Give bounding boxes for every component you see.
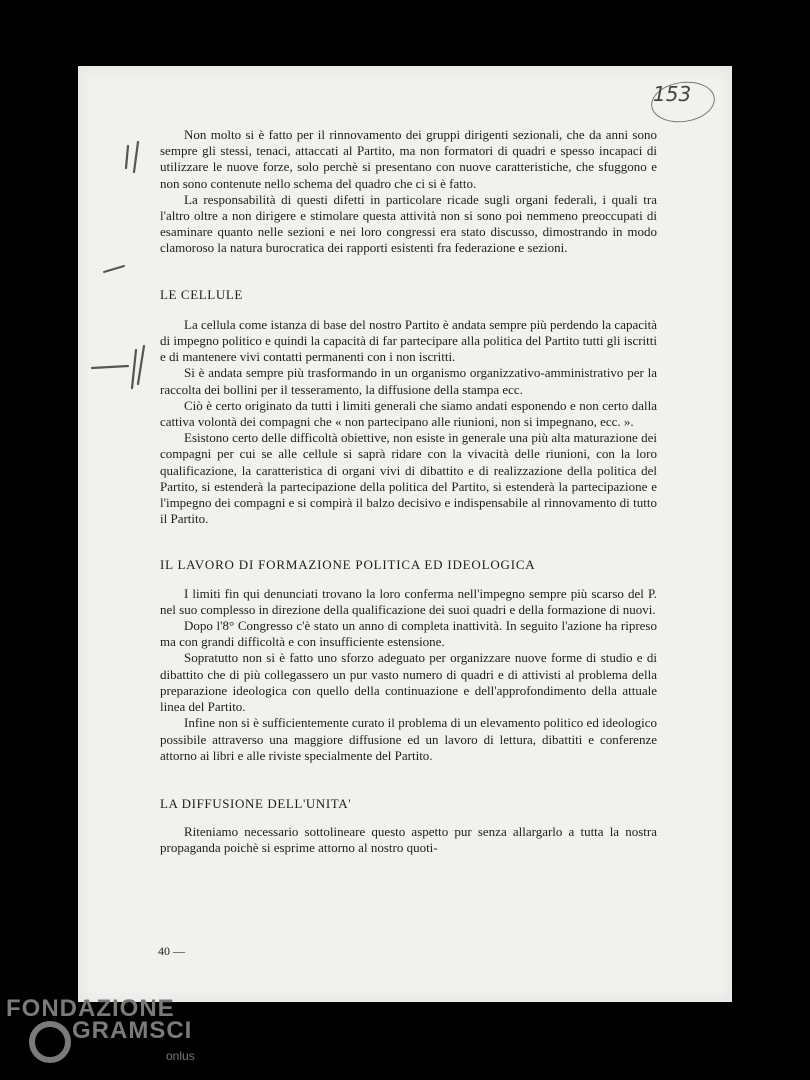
fondazione-gramsci-logo (6, 994, 206, 1074)
paragraph: Infine non si è sufficientemente curato il problema di un elevamento politico ed ideologico possibile attraverso una maggiore diffusione ed un lavoro di lettura, dibattiti e conferenze attorno ai libri e alle riviste specialmente del Partito. (160, 715, 657, 763)
logo-line1: FONDAZIONE (6, 995, 175, 1022)
paragraph: Ciò è certo originato da tutti i limiti generali che siamo andati esponendo e non certo dalla cattiva volontà dei compagni che « non partecipano alle riunioni, non si impegnano, ecc. ». (160, 397, 657, 430)
body-text (160, 127, 657, 857)
margin-mark-double-slash (120, 138, 150, 178)
paragraph: Non molto si è fatto per il rinnovamento dei gruppi dirigenti sezionali, che da anni sono sempre gli stessi, tenaci, attaccati al Partito, ma non formatori di quadri e spesso incapaci di utilizzare le nuove forze, solo perchè si presentano con nuove caratteristiche, che sfuggono e non sono contenute nello schema del quadro che ci si è fatto. (160, 127, 657, 191)
page-number: 40 — (158, 944, 185, 958)
logo-g-circle (32, 1024, 68, 1060)
folio-number: 153 (653, 82, 692, 106)
paragraph: La cellula come istanza di base del nostro Partito è andata sempre più perdendo la capacità di impegno politico e quindi la capacità di far partecipare alla politica del Partito tutti gli iscritti e di mantenere vivi contatti permanenti con i non iscritti. (160, 316, 657, 365)
logo-line3: onlus (166, 1049, 195, 1063)
paragraph: La responsabilità di questi difetti in particolare ricade sugli organi federali, i quali tra l'altro oltre a non dirigere e stimolare questa attività non si sono poi nemmeno preoccupati di esaminare quanto nelle sezioni e nei loro congressi era stato discusso, dimostrando in modo clamoroso la natura burocratica dei rapporti esistenti fra federazione e sezioni. (160, 191, 657, 256)
paragraph: Riteniamo necessario sottolineare questo aspetto pur senza allargarlo a tutta la nostra propaganda poichè si esprime attorno al nostro quoti- (160, 824, 657, 856)
paragraph: Esistono certo delle difficoltà obiettive, non esiste in generale una più alta maturazione dei compagni per cui se alle cellule si saprà ridare con la vivacità delle riunioni, con la loro qualificazione, la caratteristica di organi vivi di dibattito e di realizzazione della politica del Partito, si estenderà la partecipazione della politica del Partito, si estenderà la partecipazione e l'impegno dei compagni e si compirà il balzo decisivo e indispensabile al rinnovamento di tutto il Partito. (160, 430, 657, 527)
section-heading-cellule: LE CELLULE (160, 286, 243, 302)
paragraph: Si è andata sempre più trasformando in un organismo organizzativo-amministrativo per la raccolta dei bollini per il tesseramento, la diffusione della stampa ecc. (160, 365, 657, 397)
margin-mark-dash (100, 262, 130, 276)
margin-mark-line-slash (88, 344, 154, 396)
paragraph: Sopratutto non si è fatto uno sforzo adeguato per organizzare nuove forme di studio e di dibattito che di più collegassero un pur vasto numero di quadri e di attivisti al problema della preparazione ideologica con quello della continuazione e dell'approfondimento della attuale linea del Partito. (160, 650, 657, 715)
paragraph: I limiti fin qui denunciati trovano la loro conferma nell'impegno sempre più scarso del P. nel suo complesso in direzione della qualificazione dei suoi quadri e della formazione di nuovi. (160, 585, 657, 617)
paragraph: Dopo l'8° Congresso c'è stato un anno di completa inattività. In seguito l'azione ha ripreso ma con grandi difficoltà e con insufficiente estensione. (160, 618, 657, 650)
section-heading-unita: LA DIFFUSIONE DELL'UNITA' (160, 795, 352, 811)
logo-line2: GRAMSCI (72, 1017, 193, 1044)
section-heading-formazione: IL LAVORO DI FORMAZIONE POLITICA ED IDEOLOGICA (160, 557, 536, 573)
